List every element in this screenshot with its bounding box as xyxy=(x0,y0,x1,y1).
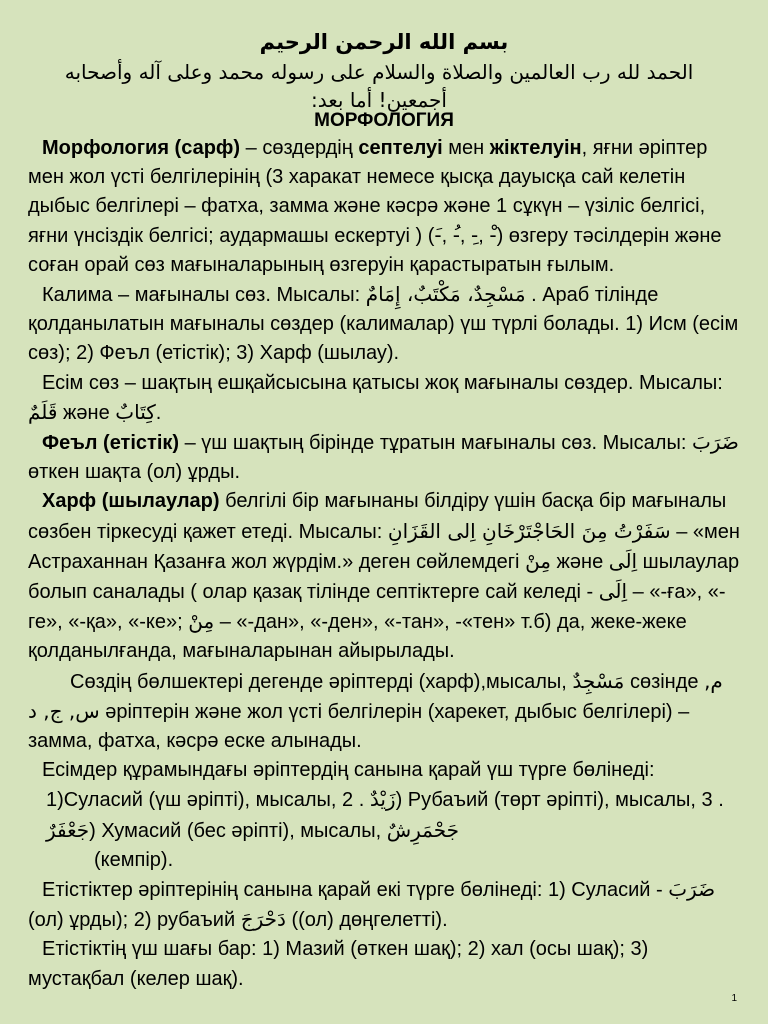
text: мен xyxy=(442,137,490,159)
text: Калима – мағыналы сөз. Мысалы: xyxy=(42,284,366,307)
paragraph-noun-types xyxy=(28,756,740,785)
paragraph-verb xyxy=(28,428,740,487)
arabic-example: زَيْدٌ xyxy=(369,787,396,812)
term-morphology: Морфология (сарф) xyxy=(42,137,241,159)
paragraph-tenses xyxy=(28,935,740,993)
text: – үш шақтың бірінде тұратын мағыналы сөз. Мысалы: xyxy=(179,432,692,455)
arabic-example: مِنْ xyxy=(525,548,551,573)
text: – «-ға», «-ге», «-қа», «-ке»; xyxy=(28,581,726,634)
paragraph-particle xyxy=(28,487,740,666)
text: ((ол) дөңгелетті). xyxy=(285,909,448,932)
paragraph-verb-types xyxy=(28,875,740,935)
arabic-example: سَفَرْتُ مِنَ الحَاجْتَرْخَانِ اِلى القَزَانِ xyxy=(387,518,671,543)
text: – «мен Астраханнан Қазанға жол жүрдім.» деген сөйлемдегі xyxy=(28,520,740,573)
list-item xyxy=(28,785,740,845)
term-particle: Харф (шылаулар) xyxy=(42,490,220,513)
arabic-example: دَحْرَجَ xyxy=(240,907,286,932)
text: Етістіктер әріптерінің санына қарай екі түрге бөлінеді: 1) Суласий - xyxy=(42,879,669,902)
text: Сөздің бөлшектері дегенде әріптерді (харф),мысалы, xyxy=(70,670,573,693)
text: шылаулар болып саналады ( олар қазақ тілінде септіктерге сай келеді - xyxy=(28,550,740,604)
text: 1)Суласий (үш әріпті), мысалы, 2 . xyxy=(46,789,370,812)
text: – сөздердің xyxy=(240,137,359,159)
arabic-example: ضَرَبَ xyxy=(691,430,739,455)
text: өткен шақта (ол) ұрды. xyxy=(28,461,241,484)
text: және xyxy=(57,401,116,424)
arabic-example: مِنْ xyxy=(188,609,215,634)
hamd-line: الحمد لله رب العالمين والصلاة والسلام على رسوله محمد وعلى آله وأصحابه أجمعين! أما بعد: xyxy=(64,60,694,112)
arabic-example: اِلَى xyxy=(598,579,628,604)
arabic-example: جَعْفَرٌ xyxy=(46,817,90,842)
term-conjugation: жіктелуін xyxy=(489,137,582,159)
arabic-example: مَسْجِدٌ xyxy=(572,668,625,693)
text: – «-дан», «-ден», «-тан», -«тен» т.б) да, жеке-жеке қолданылғанда, мағыналарынан айырылады. xyxy=(28,611,687,663)
text: . xyxy=(155,401,162,424)
text: Есімдер құрамындағы әріптердің санына қарай үш түрге бөлінеді: xyxy=(42,759,655,782)
text: сөзінде xyxy=(624,670,705,693)
arabic-letters: م, س, ج, د xyxy=(28,668,723,723)
text: белгілі бір мағынаны білдіру үшін басқа бір мағыналы сөзбен тіркесуді қажет етеді. Мысалы: xyxy=(28,490,727,543)
text: Есім сөз – шақтың ешқайсысына қатысы жоқ мағыналы сөздер. Мысалы: xyxy=(42,371,723,394)
arabic-example: كِتَابٌ xyxy=(115,399,156,424)
page-title: МОРФОЛОГИЯ xyxy=(314,110,454,131)
arabic-example: قَلَمٌ xyxy=(28,399,58,424)
text: (ол) ұрды); 2) рубаъий xyxy=(28,909,241,932)
basmala-heading: بسم الله الرحمن الرحيم xyxy=(259,30,509,54)
page-number: 1 xyxy=(731,993,737,1004)
term-verb: Феъл (етістік) xyxy=(42,432,180,455)
text: , яғни әріптер мен жол үсті белгілерінің (3 харакат немесе қысқа дауысқа сай келетін дыбыс белгілері – фатха, замма және кәсрә және 1 сұкүн – үзіліс белгісі, яғни үнсіздік белгісі; аудармашы ескертуі ) (-َ, -ُ, -ِ, -ْ) өзгеру тәсілдерін және соған орай сөз мағыналарының өзгеруін қарастыратын ғылым. xyxy=(28,137,722,276)
arabic-example: جَحْمَرِشٌ xyxy=(386,817,460,842)
text: ) Хумасий (бес әріпті), мысалы, xyxy=(89,819,387,842)
paragraph-word-parts xyxy=(28,667,740,757)
list-item-continuation xyxy=(28,846,740,875)
paragraph-noun xyxy=(28,369,740,428)
term-declension: септелуі xyxy=(358,137,443,159)
arabic-example: مَسْجِدٌ، مَكْتَبٌ، إِمَامٌ xyxy=(365,282,526,307)
document-body xyxy=(28,134,740,994)
text: . Араб тілінде қолданылатын мағыналы сөздер (калималар) үш түрлі болады. 1) Исм (есім сөз); 2) Феъл (етістік); 3) Харф (шылау). xyxy=(28,284,739,365)
text: ) Рубаъий (төрт әріпті), мысалы, 3 . xyxy=(395,789,724,812)
text: Етістіктің үш шағы бар: 1) Мазий (өткен шақ); 2) хал (осы шақ); 3) мустақбал (келер шақ). xyxy=(28,938,649,990)
arabic-example: ضَرَبَ xyxy=(668,877,716,902)
text: және xyxy=(551,550,609,573)
paragraph-morphology xyxy=(28,134,740,280)
paragraph-kalima xyxy=(28,280,740,369)
text: (кемпір). xyxy=(94,848,174,871)
arabic-example: اِلَى xyxy=(608,548,638,573)
text: әріптерін және жол үсті белгілерін (харекет, дыбыс белгілері) – замма, фатха, кәсрә еске алынады. xyxy=(28,700,690,753)
